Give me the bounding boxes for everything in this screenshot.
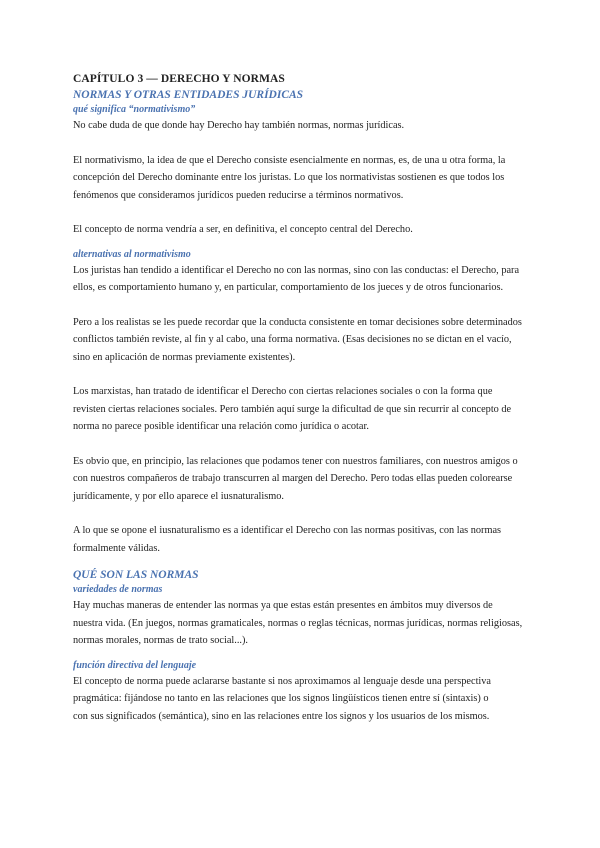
- paragraph-line: con sus significados (semántica), sino en las relaciones entre los signos y los usuarios de los mismos.: [73, 710, 490, 722]
- paragraph-line: ellos, es comportamiento humano y, en particular, comportamiento de los jueces y de otros funcionarios.: [73, 282, 504, 293]
- paragraph-line: normas morales, normas de trato social...).: [73, 635, 248, 646]
- paragraph-line: nuestra vida. (En juegos, normas gramaticales, normas o reglas técnicas, normas jurídicas, normas religiosas,: [73, 617, 523, 629]
- section-heading-normas-entidades: NORMAS Y OTRAS ENTIDADES JURÍDICAS: [73, 89, 304, 101]
- paragraph-line: sino en aplicación de normas previamente existentes).: [73, 351, 296, 363]
- paragraph: No cabe duda de que donde hay Derecho hay también normas, normas jurídicas.: [73, 120, 405, 131]
- paragraph-line: El normativismo, la idea de que el Derecho consiste esencialmente en normas, es, de una u otra forma, la: [73, 154, 506, 166]
- section-heading-que-son-normas: QUÉ SON LAS NORMAS: [73, 569, 199, 581]
- paragraph: [73, 522, 536, 557]
- paragraph: [73, 673, 536, 726]
- paragraph-line: Los marxistas, han tratado de identificar el Derecho con ciertas relaciones sociales o con la forma que: [73, 386, 493, 397]
- paragraph-line: conflictos también reviste, al fin y al cabo, una forma normativa. (Esas decisiones no se dictan en el vacío,: [73, 334, 512, 345]
- paragraph-line: con nuestros compañeros de trabajo transcurren al margen del Derecho. Pero todas ellas pueden colorearse: [73, 473, 513, 484]
- paragraph-line: formalmente válidas.: [73, 542, 160, 554]
- paragraph-line: fenómenos que consideramos jurídicos pueden reducirse a términos normativos.: [73, 189, 404, 201]
- paragraph: [73, 383, 536, 436]
- paragraph: [73, 314, 536, 367]
- paragraph-line: jurídicamente, y por ello aparece el iusnaturalismo.: [73, 490, 285, 502]
- paragraph-line: Hay muchas maneras de entender las normas ya que estas están presentes en ámbitos muy diversos de: [73, 600, 493, 611]
- paragraph: El concepto de norma vendría a ser, en definitiva, el concepto central del Derecho.: [73, 224, 413, 235]
- subheading-normativismo: qué significa “normativismo”: [73, 104, 196, 115]
- paragraph-line: Es obvio que, en principio, las relaciones que podamos tener con nuestros familiares, con nuestros amigos o: [73, 455, 518, 467]
- paragraph-line: concepción del Derecho dominante entre los juristas. Lo que los normativistas sostienen es que todos los: [73, 172, 505, 183]
- paragraph-line: A lo que se opone el iusnaturalismo es a identificar el Derecho con las normas positivas, con las normas: [73, 525, 502, 536]
- paragraph-line: revisten ciertas relaciones sociales. Pero también aquí surge la dificultad de que sin recurrir al concepto de: [73, 403, 512, 415]
- subheading-funcion-directiva: función directiva del lenguaje: [73, 659, 197, 671]
- paragraph: [73, 262, 536, 297]
- subheading-variedades: variedades de normas: [73, 584, 163, 595]
- subheading-alternativas: alternativas al normativismo: [73, 248, 191, 260]
- paragraph-line: El concepto de norma puede aclararse bastante si nos aproximamos al lenguaje desde una perspectiva: [73, 675, 492, 687]
- paragraph-line: pragmática: fijándose no tanto en las relaciones que los signos lingüísticos tienen entre sí (sintaxis) o: [73, 693, 489, 704]
- paragraph: [73, 597, 536, 650]
- paragraph: [73, 152, 536, 205]
- paragraph: [73, 453, 536, 506]
- chapter-title: CAPÍTULO 3 — DERECHO Y NORMAS: [73, 73, 285, 85]
- paragraph-line: norma no parece posible identificar una relación como jurídica o acotar.: [73, 421, 369, 432]
- paragraph-line: Los juristas han tendido a identificar el Derecho no con las normas, sino con las conductas: el Derecho, para: [73, 264, 520, 276]
- paragraph-line: Pero a los realistas se les puede recordar que la conducta consistente en tomar decisiones sobre determinados: [73, 316, 522, 328]
